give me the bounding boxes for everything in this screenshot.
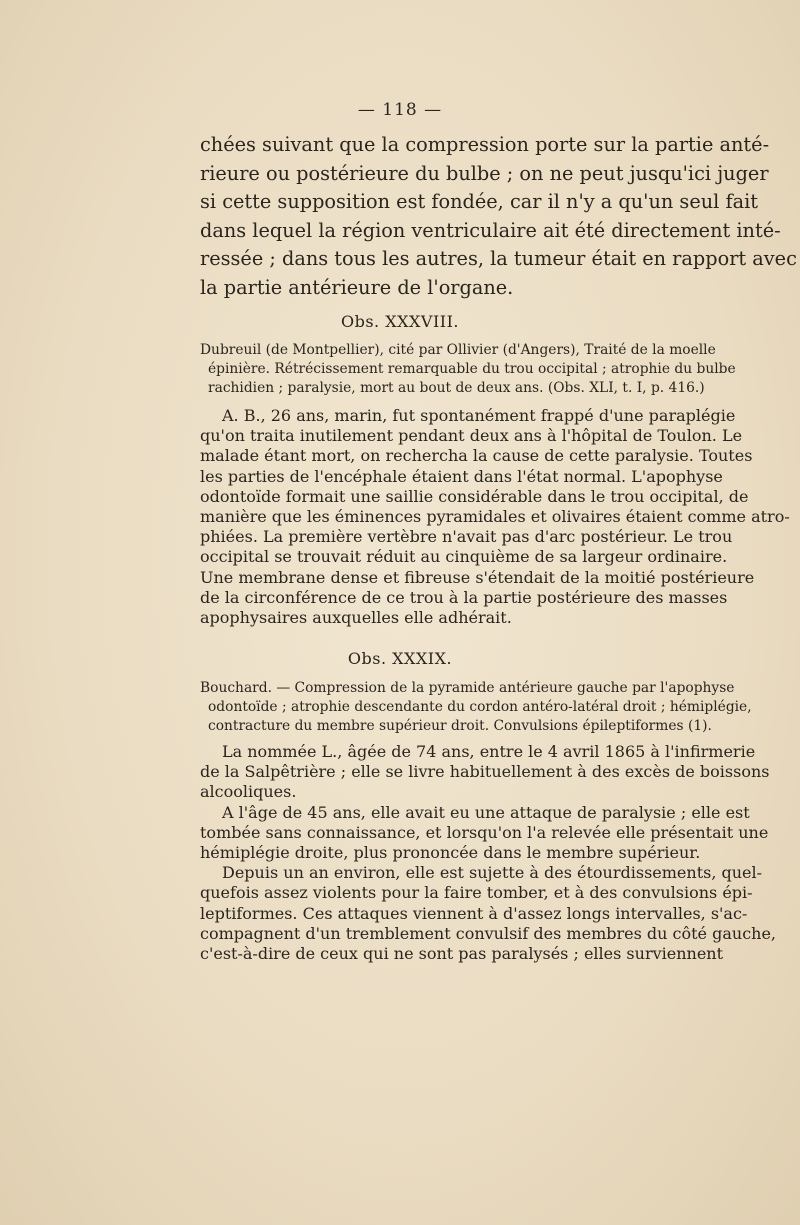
observation-heading-39: Obs. XXXIX. (347, 649, 453, 668)
body-line: quefois assez violents pour la faire tomber, et à des convulsions épi- (200, 883, 753, 903)
text-line: rieure ou postérieure du bulbe ; on ne peut jusqu'ici juger (200, 161, 769, 185)
observation-summary-38 (200, 341, 736, 398)
body-line: odontoïde formait une saillie considérable dans le trou occipital, de (200, 486, 749, 506)
body-line: manière que les éminences pyramidales et olivaires étaient comme atro- (200, 507, 790, 527)
body-line: tombée sans connaissance, et lorsqu'on l'a relevée elle présentait une (200, 822, 769, 842)
body-line: A l'âge de 45 ans, elle avait eu une attaque de paralysie ; elle est (222, 802, 750, 822)
body-line: les parties de l'encéphale étaient dans l'état normal. L'apophyse (200, 466, 723, 486)
observation-summary-39 (200, 679, 752, 736)
body-line: malade étant mort, on rechercha la cause de cette paralysie. Toutes (200, 446, 753, 466)
body-line: apophysaires auxquelles elle adhérait. (200, 608, 512, 628)
summary-line: Bouchard. — Compression de la pyramide antérieure gauche par l'apophyse (200, 680, 735, 696)
body-line: Une membrane dense et fibreuse s'étendait de la moitié postérieure (200, 567, 755, 587)
body-line: La nommée L., âgée de 74 ans, entre le 4 avril 1865 à l'infirmerie (222, 742, 756, 761)
text-line: dans lequel la région ventriculaire ait été directement inté- (200, 218, 781, 242)
observation-body-39 (200, 742, 777, 964)
body-line: Depuis un an environ, elle est sujette à des étourdissements, quel- (222, 863, 763, 883)
body-line: A. B., 26 ans, marin, fut spontanément frappé d'une paraplégie (222, 406, 736, 425)
intro-paragraph (200, 131, 797, 302)
summary-line: odontoïde ; atrophie descendante du cordon antéro-latéral droit ; hémiplégie, (208, 699, 752, 715)
text-line: ressée ; dans tous les autres, la tumeur était en rapport avec (200, 247, 797, 270)
summary-line: rachidien ; paralysie, mort au bout de deux ans. (Obs. XLI, t. I, p. 416.) (208, 380, 705, 396)
body-line: c'est-à-dire de ceux qui ne sont pas paralysés ; elles surviennent (200, 944, 724, 964)
observation-body-38 (200, 406, 790, 628)
body-line: hémiplégie droite, plus prononcée dans le membre supérieur. (200, 843, 701, 863)
text-line: la partie antérieure de l'organe. (200, 275, 514, 299)
summary-line: Dubreuil (de Montpellier), cité par Ollivier (d'Angers), Traité de la moelle (200, 342, 716, 358)
body-line: occipital se trouvait réduit au cinquième de sa largeur ordinaire. (200, 547, 728, 567)
text-line: si cette supposition est fondée, car il n'y a qu'un seul fait (200, 190, 758, 213)
body-line: de la Salpêtrière ; elle se livre habituellement à des excès de boissons (200, 762, 770, 782)
summary-line: contracture du membre supérieur droit. Convulsions épileptiformes (1). (208, 718, 712, 734)
body-line: alcooliques. (200, 782, 297, 802)
body-line: de la circonférence de ce trou à la partie postérieure des masses (200, 587, 728, 607)
text-line: chées suivant que la compression porte sur la partie anté- (200, 133, 770, 156)
summary-line: épinière. Rétrécissement remarquable du trou occipital ; atrophie du bulbe (208, 361, 736, 377)
observation-heading-38: Obs. XXXVIII. (340, 312, 459, 331)
body-line: qu'on traita inutilement pendant deux ans à l'hôpital de Toulon. Le (200, 426, 743, 446)
body-line: compagnent d'un tremblement convulsif des membres du côté gauche, (200, 923, 777, 943)
page-number: — 118 — (357, 100, 443, 120)
body-line: phiées. La première vertèbre n'avait pas d'arc postérieur. Le trou (200, 527, 733, 547)
body-line: leptiformes. Ces attaques viennent à d'assez longs intervalles, s'ac- (200, 903, 748, 923)
